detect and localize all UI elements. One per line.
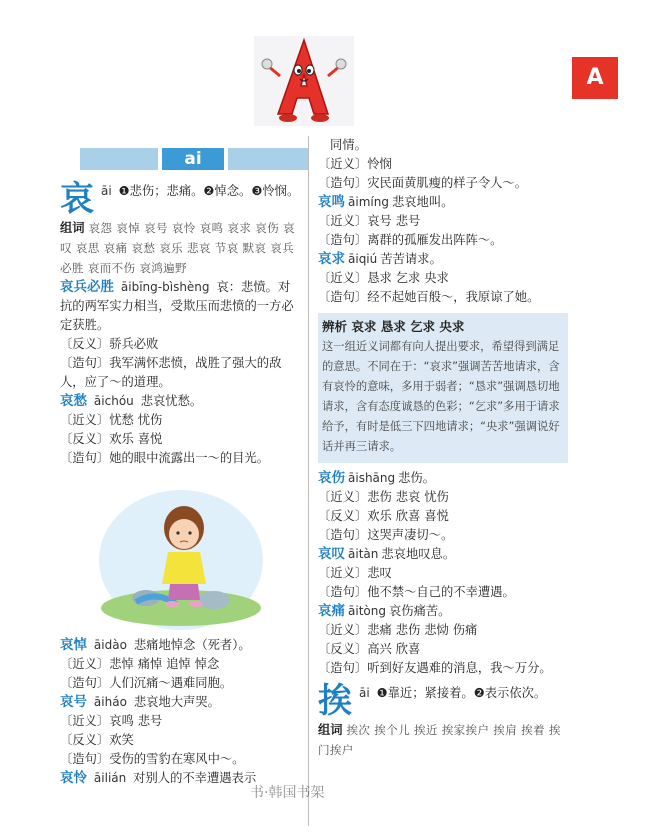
char-entry-ai1: [60, 180, 300, 218]
entry-definition: 悲哀地叹息。: [381, 547, 456, 561]
entry-definition: 悲哀地叫。: [391, 195, 454, 209]
entry-pinyin: āitàn: [348, 547, 379, 561]
analysis-title: 辨析 哀求 恳求 乞求 央求: [322, 319, 465, 334]
pinyin-bar-right: [228, 148, 308, 170]
entry-definition: 哀：悲愤。对抗的两军实力相当，受欺压而悲愤的一方必定获胜。: [60, 280, 294, 332]
section-tab-a[interactable]: A: [572, 57, 618, 99]
example-text: 受伤的雪豹在寒风中～。: [109, 752, 245, 766]
sad-girl-illustration: [96, 480, 266, 630]
example-tag: 〔造句〕: [318, 528, 368, 542]
example-tag: 〔造句〕: [318, 661, 368, 675]
antonym-tag: 〔反义〕: [60, 337, 110, 351]
column-divider: [308, 136, 309, 826]
entry-headword: 哀怜: [60, 770, 87, 786]
word-entry: [60, 636, 300, 693]
example-text: 她的眼中流露出一～的目光。: [109, 451, 270, 465]
word-entry: [318, 545, 568, 602]
antonym-tag: 〔反义〕: [318, 642, 368, 656]
antonym-text: 欢笑: [109, 733, 134, 747]
example-text: 经不起她百般～，我原谅了她。: [367, 290, 540, 304]
zuci-words: 挨次 挨个儿 挨近 挨家挨户 挨肩 挨着 挨门挨户: [318, 723, 561, 757]
example-text: 这哭声凄切～。: [367, 528, 454, 542]
zuci-label: 组词: [318, 723, 343, 737]
antonym-tag: 〔反义〕: [60, 432, 110, 446]
example-text: 听到好友遇难的消息，我～万分。: [367, 661, 552, 675]
synonym-tag: 〔近义〕: [318, 271, 368, 285]
entry-definition: 对别人的不幸遭遇表示: [133, 771, 257, 785]
analysis-body: 这一组近义词都有向人提出要求，希望得到满足的意思。不同在于：“哀求”强调苦苦地请求，含有哀怜的意味，多用于弱者；“恳求”强调恳切地请求，含有态度诚恳的色彩；“乞求”多用于请求给予，有时是低三下四地请求；“央求”强调说好话并再三请求。: [322, 340, 560, 453]
synonym-tag: 〔近义〕: [60, 657, 110, 671]
entry-definition: 苦苦请求。: [380, 252, 442, 266]
synonym-text: 悲叹: [367, 566, 392, 580]
entry-definition: 悲哀地大声哭。: [133, 695, 220, 709]
antonym-text: 骄兵必败: [109, 337, 159, 351]
antonym-text: 欢乐 欣喜 喜悦: [367, 509, 449, 523]
entry-headword: 哀伤: [318, 470, 345, 486]
example-text: 人们沉痛～遇难同胞。: [109, 676, 233, 690]
example-tag: 〔造句〕: [318, 176, 368, 190]
word-entry: [318, 193, 568, 250]
word-entry: [60, 278, 300, 392]
watermark: 书·韩国书架: [250, 785, 325, 801]
synonym-tag: 〔近义〕: [318, 214, 368, 228]
entry-headword: 哀悼: [60, 637, 87, 653]
continued-definition: 同情。: [330, 138, 367, 152]
synonym-tag: 〔近义〕: [318, 566, 368, 580]
char-pinyin: āi: [101, 184, 112, 198]
synonym-text: 忧愁 忧伤: [109, 413, 163, 427]
entry-pinyin: āichóu: [93, 394, 134, 408]
entry-headword: 哀兵必胜: [60, 279, 114, 295]
entry-pinyin: āiqiú: [348, 252, 378, 266]
example-tag: 〔造句〕: [318, 290, 368, 304]
entry-headword: 哀求: [318, 251, 345, 267]
example-tag: 〔造句〕: [60, 356, 110, 370]
entry-definition: 悲痛地悼念（死者）。: [133, 638, 251, 652]
zuci-words: 哀怨 哀悼 哀号 哀怜 哀鸣 哀求 哀伤 哀叹 哀思 哀痛 哀愁 哀乐 悲哀 节哀 默哀 哀兵必胜 哀而不伤 哀鸿遍野: [60, 221, 295, 275]
antonym-tag: 〔反义〕: [318, 509, 368, 523]
entry-pinyin: āilián: [93, 771, 127, 785]
analysis-box: [318, 313, 568, 463]
example-tag: 〔造句〕: [318, 585, 368, 599]
word-entry: [318, 469, 568, 545]
synonym-text: 悲伤 悲哀 忧伤: [367, 490, 449, 504]
example-tag: 〔造句〕: [60, 676, 110, 690]
head-character: 哀: [60, 180, 94, 218]
entry-headword: 哀叹: [318, 546, 345, 562]
entry-definition: 悲哀忧愁。: [140, 394, 203, 408]
head-character: 挨: [318, 682, 352, 720]
synonym-text: 怜悯: [367, 157, 392, 171]
pinyin-header: ai: [162, 148, 224, 170]
synonym-tag: 〔近义〕: [318, 490, 368, 504]
zuci-block: [318, 720, 568, 760]
word-entry: [318, 250, 568, 307]
entry-pinyin: āiháo: [93, 695, 127, 709]
example-text: 他不禁～自己的不幸遭遇。: [367, 585, 515, 599]
word-entry: [60, 392, 300, 468]
synonym-text: 哀号 悲号: [367, 214, 421, 228]
entry-headword: 哀愁: [60, 393, 87, 409]
entry-headword: 哀号: [60, 694, 87, 710]
entry-pinyin: āishāng: [348, 471, 396, 485]
antonym-text: 高兴 欣喜: [367, 642, 421, 656]
entry-definition: 悲伤。: [398, 471, 436, 485]
pinyin-header-bar: [80, 148, 300, 170]
example-text: 离群的孤雁发出阵阵～。: [367, 233, 503, 247]
synonym-tag: 〔近义〕: [60, 714, 110, 728]
synonym-tag: 〔近义〕: [60, 413, 110, 427]
entry-pinyin: āitòng: [348, 604, 386, 618]
entry-pinyin: āibīng-bìshèng: [120, 280, 210, 294]
entry-pinyin: āimíng: [348, 195, 389, 209]
entry-headword: 哀鸣: [318, 194, 345, 210]
entry-definition: 哀伤痛苦。: [388, 604, 451, 618]
zuci-block: [60, 218, 300, 278]
zuci-label: 组词: [60, 221, 85, 235]
left-column: [60, 148, 300, 788]
entry-headword: 哀痛: [318, 603, 345, 619]
antonym-tag: 〔反义〕: [60, 733, 110, 747]
example-tag: 〔造句〕: [318, 233, 368, 247]
antonym-text: 欢乐 喜悦: [109, 432, 163, 446]
pinyin-bar-left: [80, 148, 158, 170]
word-entry: [318, 602, 568, 678]
synonym-text: 悲痛 悲伤 悲恸 伤痛: [367, 623, 478, 637]
example-text: 灾民面黄肌瘦的样子令人～。: [367, 176, 528, 190]
synonym-text: 悲悼 痛悼 追悼 悼念: [109, 657, 220, 671]
word-entry: [60, 693, 300, 769]
char-entry-ai2: [318, 682, 568, 720]
synonym-tag: 〔近义〕: [318, 623, 368, 637]
char-definition: ❶靠近；紧接着。❷表示依次。: [376, 686, 547, 700]
synonym-text: 恳求 乞求 央求: [367, 271, 449, 285]
char-pinyin: āi: [359, 686, 370, 700]
letter-a-mascot-image: [254, 36, 354, 126]
synonym-text: 哀鸣 悲号: [109, 714, 163, 728]
example-tag: 〔造句〕: [60, 451, 110, 465]
example-text: 我军满怀悲愤，战胜了强大的敌人，应了～的道理。: [60, 356, 282, 389]
example-tag: 〔造句〕: [60, 752, 110, 766]
right-column: [318, 136, 568, 760]
synonym-tag: 〔近义〕: [318, 157, 368, 171]
entry-pinyin: āidào: [93, 638, 127, 652]
char-definition: ❶悲伤；悲痛。❷悼念。❸怜悯。: [118, 184, 300, 198]
